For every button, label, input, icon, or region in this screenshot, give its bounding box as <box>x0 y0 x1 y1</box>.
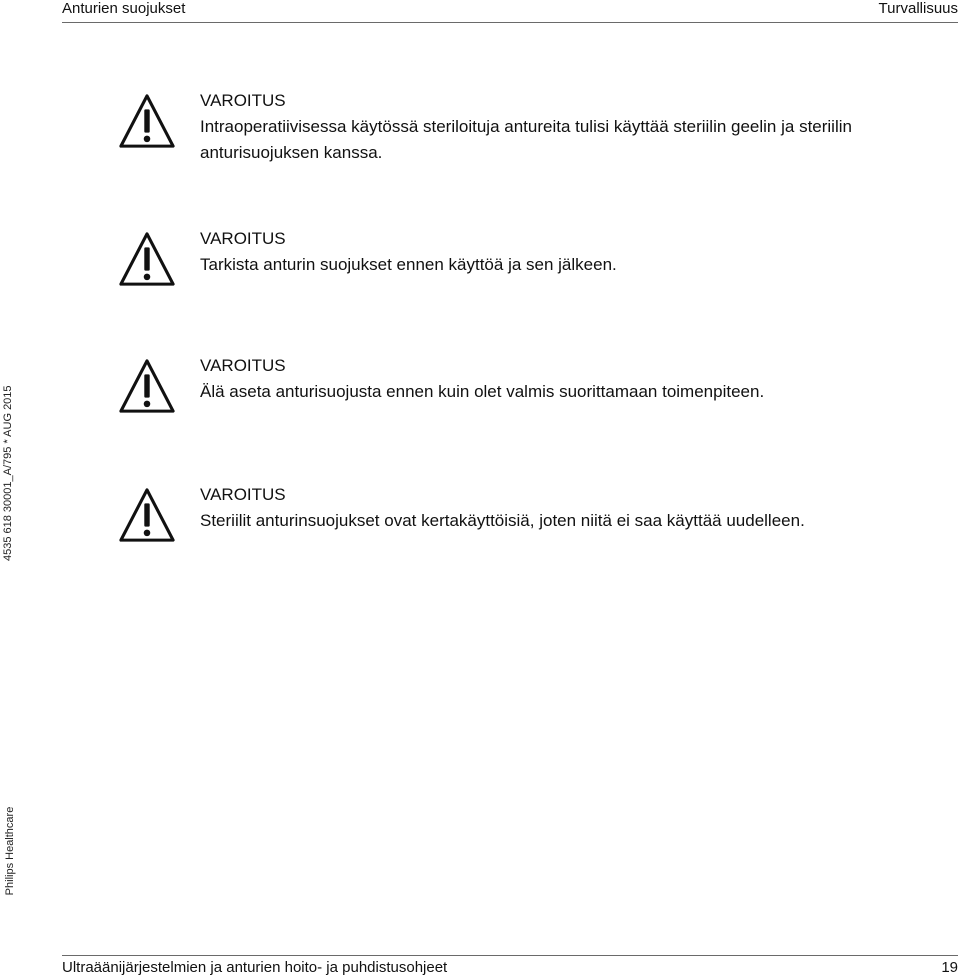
header-section-title: Anturien suojukset <box>62 0 186 17</box>
warning-text: Steriilit anturinsuojukset ovat kertakäyttöisiä, joten niitä ei saa käyttää uudelleen. <box>200 511 805 530</box>
warning-title: VAROITUS <box>200 229 286 248</box>
page-header <box>62 0 958 23</box>
warning-triangle-icon <box>118 230 176 288</box>
warning-text: Tarkista anturin suojukset ennen käyttöä ja sen jälkeen. <box>200 255 617 274</box>
warning-text: Älä aseta anturisuojusta ennen kuin olet valmis suorittamaan toimenpiteen. <box>200 382 765 401</box>
warning-title: VAROITUS <box>200 91 286 110</box>
page-footer <box>62 955 958 978</box>
warning-triangle-icon <box>118 357 176 415</box>
footer-document-title: Ultraäänijärjestelmien ja anturien hoito- ja puhdistusohjeet <box>62 959 448 976</box>
warning-triangle-icon <box>118 92 176 150</box>
header-chapter-title: Turvallisuus <box>878 0 958 17</box>
document-code: 4535 618 30001_A/795 * AUG 2015 <box>2 385 14 561</box>
warning-title: VAROITUS <box>200 485 286 504</box>
warning-text: Intraoperatiivisessa käytössä steriloituja antureita tulisi käyttää steriilin geelin ja steriilin anturisuojuksen kanssa. <box>200 117 852 162</box>
warning-title: VAROITUS <box>200 356 286 375</box>
brand-label: Philips Healthcare <box>4 806 16 896</box>
warning-triangle-icon <box>118 486 176 544</box>
page-number: 19 <box>941 959 958 976</box>
